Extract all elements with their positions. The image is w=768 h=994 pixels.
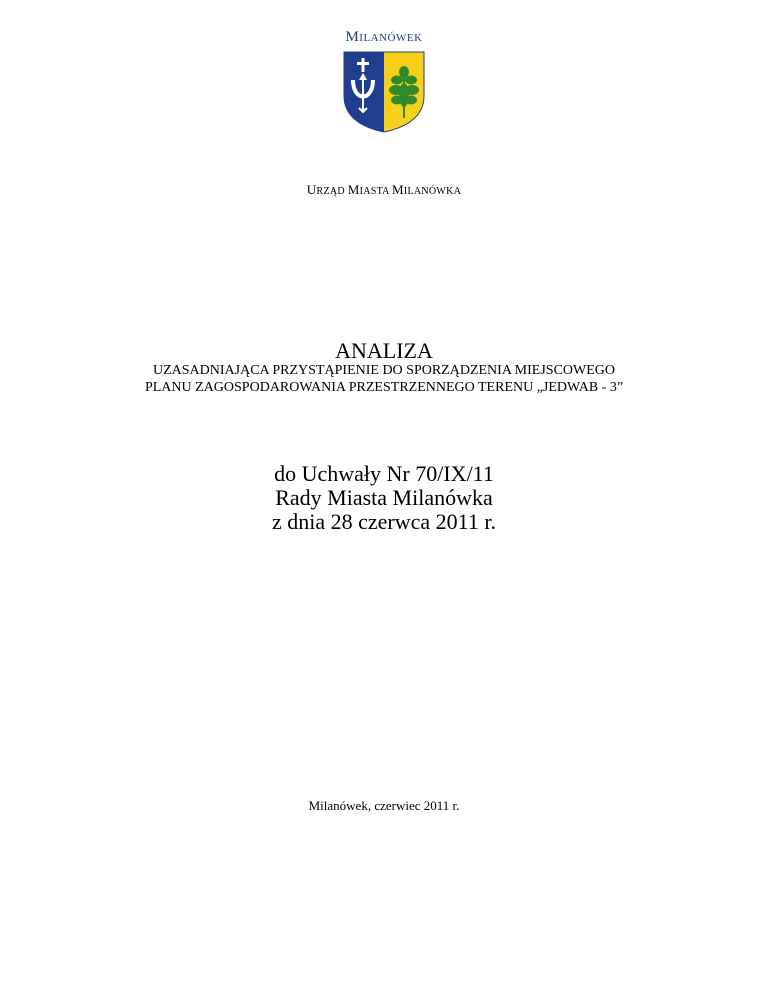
city-logo (334, 28, 434, 134)
subtitle-line-2: PLANU ZAGOSPODAROWANIA PRZESTRZENNEGO TERENU „JEDWAB - 3” (144, 380, 624, 395)
office-word3-initial: M (391, 182, 404, 197)
document-subtitle (0, 362, 768, 396)
resolution-reference (0, 462, 768, 534)
office-word1-rest: RZĄD (316, 186, 348, 197)
logo-wordmark (334, 28, 434, 46)
office-word2-initial: M (347, 182, 360, 197)
place-and-date: Milanówek, czerwiec 2011 r. (308, 798, 460, 813)
resolution-line-2: Rady Miasta Milanówka (275, 485, 493, 510)
office-word2-rest: IASTA (359, 186, 392, 197)
office-word1-initial: U (306, 182, 317, 197)
resolution-line-1: do Uchwały Nr 70/IX/11 (274, 461, 494, 486)
subtitle-line-1: UZASADNIAJĄCA PRZYSTĄPIENIE DO SPORZĄDZENIA MIEJSCOWEGO (152, 363, 615, 378)
logo-wordmark-rest: ILANÓWEK (359, 32, 423, 44)
logo-wordmark-initial: M (345, 29, 360, 45)
office-word3-rest: ILANÓWKA (403, 186, 462, 197)
document-title: ANALIZA (335, 338, 433, 363)
coat-of-arms-icon (342, 50, 426, 134)
resolution-line-3: z dnia 28 czerwca 2011 r. (272, 509, 496, 534)
office-name (0, 182, 768, 198)
